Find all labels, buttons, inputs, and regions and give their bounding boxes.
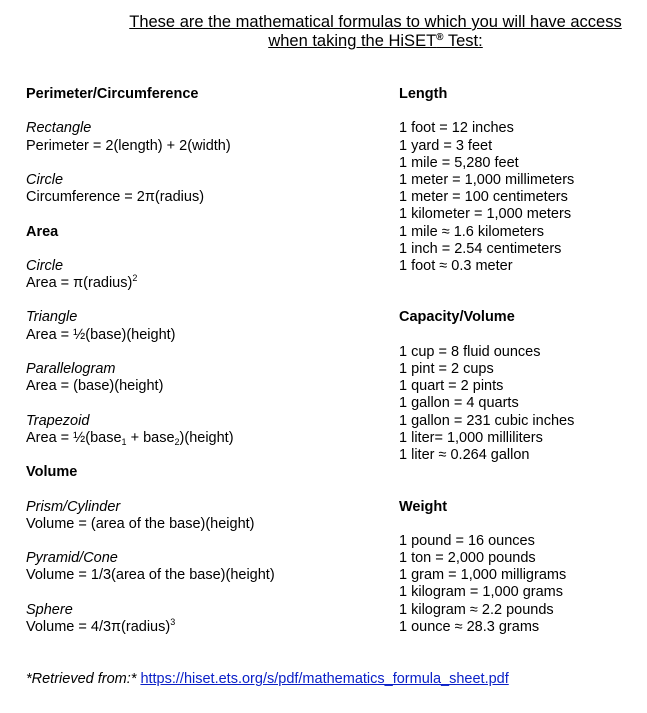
rectangle-label: Rectangle (26, 120, 92, 137)
list-item: 1 meter = 100 centimeters (399, 189, 568, 206)
list-item: 1 liter ≈ 0.264 gallon (399, 446, 530, 463)
list-item: 1 inch = 2.54 centimeters (399, 240, 562, 257)
trapezoid-formula-end: )(height) (179, 429, 234, 446)
area-circle-formula-text: Area = π(radius) (26, 275, 133, 292)
trapezoid-label: Trapezoid (26, 412, 90, 429)
sphere-formula (26, 616, 386, 636)
rectangle-formula: Perimeter = 2(length) + 2(width) (26, 137, 231, 154)
trapezoid-formula (26, 430, 386, 447)
area-circle-label: Circle (26, 257, 64, 274)
list-item: 1 liter= 1,000 milliliters (399, 429, 543, 446)
list-item: 1 pound = 16 ounces (399, 532, 535, 549)
list-item: 1 kilogram = 1,000 grams (399, 584, 564, 601)
volume-heading: Volume (26, 464, 78, 481)
pyramid-label: Pyramid/Cone (26, 550, 118, 567)
list-item: 1 ton = 2,000 pounds (399, 550, 536, 567)
source-footer (26, 671, 509, 687)
trapezoid-subscript-2: 2 (174, 436, 180, 447)
list-item: 1 gram = 1,000 milligrams (399, 567, 567, 584)
list-item: 1 mile ≈ 1.6 kilometers (399, 223, 544, 240)
sphere-label: Sphere (26, 601, 73, 618)
prism-label: Prism/Cylinder (26, 498, 121, 515)
list-item: 1 gallon = 4 quarts (399, 395, 519, 412)
trapezoid-formula-mid: + base (126, 429, 175, 446)
conversions-column (399, 86, 644, 636)
source-link[interactable]: https://hiset.ets.org/s/pdf/mathematics_formula_sheet.pdf (140, 671, 509, 687)
page-title (128, 13, 623, 51)
parallelogram-formula: Area = (base)(height) (26, 378, 164, 395)
list-item: 1 kilometer = 1,000 meters (399, 206, 572, 223)
list-item: 1 yard = 3 feet (399, 137, 493, 154)
perimeter-heading: Perimeter/Circumference (26, 86, 199, 102)
weight-heading: Weight (399, 498, 448, 515)
list-item: 1 quart = 2 pints (399, 378, 504, 395)
sphere-exponent: 3 (170, 616, 176, 627)
list-item: 1 foot ≈ 0.3 meter (399, 257, 513, 274)
trapezoid-subscript-1: 1 (121, 436, 127, 447)
title-line-2 (268, 32, 482, 50)
geometry-formulas-column (26, 86, 386, 636)
list-item: 1 cup = 8 fluid ounces (399, 343, 541, 360)
triangle-label: Triangle (26, 309, 78, 326)
area-heading: Area (26, 223, 59, 240)
parallelogram-label: Parallelogram (26, 361, 116, 377)
capacity-heading: Capacity/Volume (399, 309, 515, 326)
list-item: 1 ounce ≈ 28.3 grams (399, 618, 540, 635)
list-item: 1 foot = 12 inches (399, 120, 514, 137)
title-line-2-text: when taking the HiSET (268, 32, 437, 50)
registered-mark: ® (436, 32, 444, 43)
triangle-formula: Area = ½(base)(height) (26, 326, 176, 343)
circle-label: Circle (26, 171, 64, 188)
title-line-2-suffix: Test: (443, 32, 483, 50)
pyramid-formula: Volume = 1/3(area of the base)(height) (26, 567, 275, 584)
list-item: 1 pint = 2 cups (399, 361, 494, 377)
prism-formula: Volume = (area of the base)(height) (26, 515, 255, 532)
list-item: 1 gallon = 231 cubic inches (399, 412, 575, 429)
sphere-formula-text: Volume = 4/3π(radius) (26, 618, 171, 635)
title-line-1: These are the mathematical formulas to which you will have access (129, 13, 622, 31)
area-circle-formula (26, 275, 386, 292)
length-heading: Length (399, 86, 448, 102)
source-label: *Retrieved from:* (26, 671, 137, 687)
list-item: 1 kilogram ≈ 2.2 pounds (399, 601, 554, 618)
trapezoid-formula-start: Area = ½(base (26, 429, 122, 446)
area-circle-exponent: 2 (132, 273, 138, 284)
list-item: 1 meter = 1,000 millimeters (399, 171, 575, 188)
circumference-formula: Circumference = 2π(radius) (26, 189, 205, 206)
list-item: 1 mile = 5,280 feet (399, 154, 519, 171)
